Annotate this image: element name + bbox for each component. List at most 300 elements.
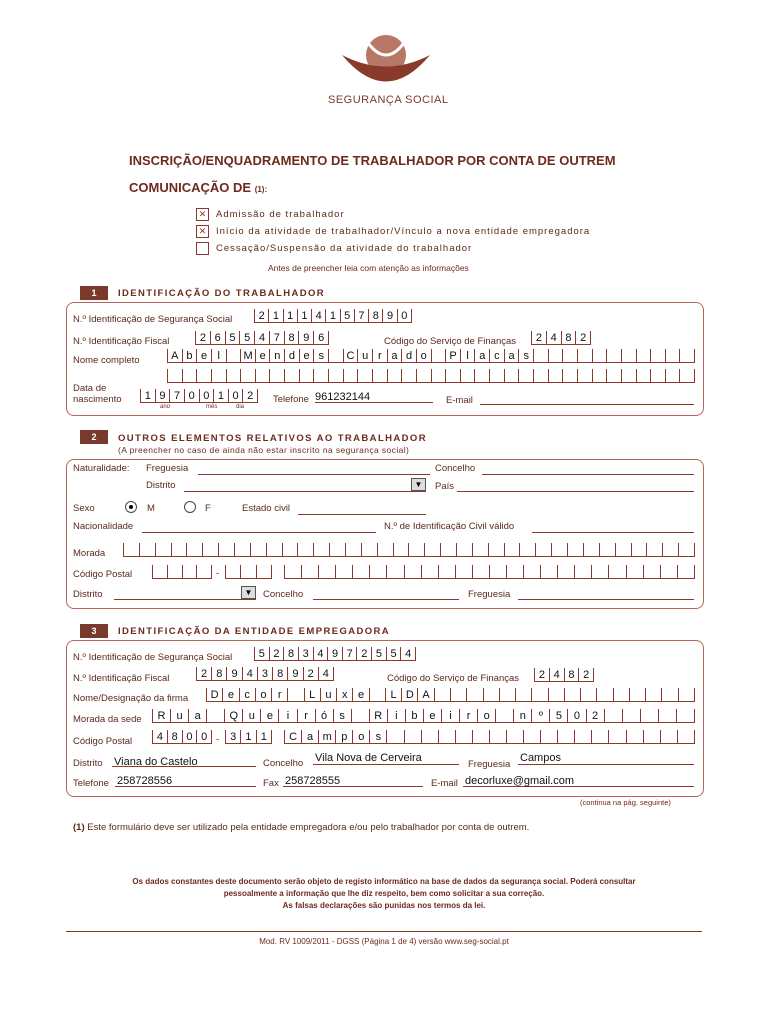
field-cell (557, 565, 574, 578)
field-cell: u (320, 688, 336, 701)
worker-niss-field[interactable] (254, 309, 412, 323)
employer-parish-field[interactable] (518, 752, 694, 765)
field-cell (404, 730, 421, 743)
birth-parish-field[interactable] (198, 462, 430, 475)
privacy-line-2: pessoalmente a informação que lhe diz respeito, bem como solicitar a sua correção. (223, 889, 545, 898)
field-cell: 4 (549, 668, 564, 681)
field-cell: e (299, 349, 314, 362)
field-cell (643, 730, 660, 743)
postal-dash: - (216, 568, 220, 579)
field-cell: r (271, 688, 287, 701)
field-cell: 3 (225, 730, 240, 743)
birth-date-field[interactable] (140, 389, 258, 403)
field-cell (287, 688, 303, 701)
field-cell (445, 369, 460, 382)
field-cell: 9 (287, 667, 302, 680)
field-cell (676, 709, 695, 722)
field-cell: C (343, 349, 358, 362)
employer-municipality-value: Vila Nova de Cerveira (315, 752, 422, 764)
sex-f-radio[interactable] (184, 501, 196, 513)
employer-niss-field[interactable] (254, 647, 416, 661)
field-cell (495, 709, 513, 722)
field-cell: 8 (283, 647, 298, 660)
field-cell: 0 (397, 309, 412, 322)
field-cell (352, 565, 369, 578)
field-cell (533, 349, 548, 362)
field-cell: 5 (254, 647, 269, 660)
field-cell: 8 (211, 667, 226, 680)
employer-postal-field-2[interactable] (225, 730, 272, 744)
field-cell (225, 565, 240, 578)
field-cell (636, 349, 651, 362)
field-cell: a (301, 730, 318, 743)
nationality-label: Nacionalidade (73, 521, 134, 532)
field-cell (583, 543, 599, 556)
field-cell: e (196, 349, 211, 362)
field-cell (574, 565, 591, 578)
birth-country-label: País (435, 481, 455, 492)
section-3-title: IDENTIFICAÇÃO DA ENTIDADE EMPREGADORA (118, 626, 391, 637)
employer-fax-label: Fax (263, 778, 279, 789)
field-cell (139, 543, 155, 556)
field-cell: i (441, 709, 459, 722)
field-cell (596, 688, 612, 701)
field-cell: 4 (242, 667, 257, 680)
field-cell: 1 (256, 730, 272, 743)
employer-parish-value: Campos (520, 752, 561, 764)
postal-locality-field[interactable] (284, 565, 695, 579)
field-cell (650, 349, 665, 362)
field-cell (606, 369, 621, 382)
field-cell (531, 688, 547, 701)
field-cell (599, 543, 615, 556)
field-cell: 5 (386, 647, 401, 660)
field-cell (218, 543, 234, 556)
checkbox-admissao[interactable]: ✕ (196, 208, 209, 221)
field-cell (372, 369, 387, 382)
field-cell (343, 369, 358, 382)
worker-email-field[interactable] (480, 392, 694, 405)
hq-address-label: Morada da sede (73, 714, 142, 725)
field-cell: 1 (297, 309, 311, 322)
field-cell (393, 543, 409, 556)
field-cell: x (336, 688, 352, 701)
field-cell: o (255, 688, 271, 701)
employer-email-label: E-mail (431, 778, 458, 789)
field-cell (592, 349, 607, 362)
field-cell: 4 (311, 309, 325, 322)
field-cell (489, 369, 504, 382)
field-cell (455, 730, 472, 743)
field-cell (377, 543, 393, 556)
employer-municipality-field[interactable] (313, 752, 459, 765)
field-cell: l (460, 349, 475, 362)
field-cell (577, 349, 592, 362)
postal-code-label: Código Postal (73, 569, 133, 580)
field-cell (299, 369, 314, 382)
field-cell (404, 565, 421, 578)
sex-m-radio[interactable] (125, 501, 137, 513)
field-cell (152, 565, 167, 578)
field-cell (386, 730, 403, 743)
field-cell (269, 369, 284, 382)
field-cell (677, 565, 695, 578)
employer-csf-field[interactable] (534, 668, 594, 682)
birth-district-dropdown-icon[interactable]: ▼ (411, 478, 426, 491)
field-cell (636, 369, 651, 382)
field-cell (580, 688, 596, 701)
field-cell: r (372, 349, 387, 362)
field-cell (548, 349, 563, 362)
field-cell: 7 (354, 309, 368, 322)
field-cell (661, 688, 677, 701)
field-cell: 2 (195, 331, 210, 344)
field-cell: 0 (228, 389, 243, 402)
field-cell: R (152, 709, 170, 722)
field-cell (357, 369, 372, 382)
field-cell (548, 688, 564, 701)
worker-phone-value: 961232144 (315, 391, 371, 403)
worker-csf-field[interactable] (531, 331, 591, 345)
pre-note: Antes de preencher leia com atenção as informações (268, 263, 469, 273)
field-cell: 1 (140, 389, 155, 402)
civil-id-field[interactable] (532, 520, 694, 533)
field-cell (489, 730, 506, 743)
employer-phone-value: 258728556 (117, 775, 173, 787)
field-cell (483, 688, 499, 701)
field-cell: A (167, 349, 182, 362)
field-cell: n (269, 349, 284, 362)
employer-phone-label: Telefone (73, 778, 109, 789)
field-cell (182, 369, 197, 382)
field-cell (523, 730, 540, 743)
field-cell (551, 543, 567, 556)
sex-label: Sexo (73, 503, 95, 514)
footnote (73, 822, 529, 833)
field-cell (626, 565, 643, 578)
field-cell (604, 709, 622, 722)
postal-code-field-2[interactable] (225, 565, 272, 579)
field-cell (523, 565, 540, 578)
logo-symbol (336, 30, 436, 90)
field-cell (284, 369, 299, 382)
field-cell: u (357, 349, 372, 362)
field-cell: L (304, 688, 320, 701)
field-cell (255, 369, 270, 382)
field-cell (506, 565, 523, 578)
field-cell (387, 369, 402, 382)
field-cell: M (240, 349, 255, 362)
field-cell (440, 543, 456, 556)
field-cell (284, 565, 301, 578)
field-cell: ó (315, 709, 333, 722)
logo-text: SEGURANÇA SOCIAL (328, 94, 449, 106)
field-cell (591, 565, 608, 578)
footnote-number: (1) (73, 822, 85, 833)
municipality-field[interactable] (313, 587, 459, 600)
birth-municipality-label: Concelho (435, 463, 476, 474)
field-cell: e (260, 709, 278, 722)
field-cell (677, 730, 695, 743)
field-cell (182, 565, 197, 578)
section-2-number: 2 (80, 430, 108, 444)
field-cell (401, 369, 416, 382)
field-cell: d (401, 349, 416, 362)
checkbox-inicio[interactable]: ✕ (196, 225, 209, 238)
field-cell (613, 688, 629, 701)
field-cell (540, 730, 557, 743)
privacy-line-1: Os dados constantes deste documento serão objeto de registo informático na base de dados da segurança social. Poderá consultar (132, 877, 636, 886)
field-cell (489, 565, 506, 578)
field-cell (533, 369, 548, 382)
field-cell: c (239, 688, 255, 701)
field-cell (504, 543, 520, 556)
field-cell: 1 (325, 309, 339, 322)
field-cell: 0 (199, 389, 214, 402)
field-cell: 7 (269, 331, 284, 344)
field-cell: 3 (257, 667, 272, 680)
field-cell (250, 543, 266, 556)
field-cell (202, 543, 218, 556)
field-cell: l (211, 349, 226, 362)
field-cell: 0 (184, 389, 199, 402)
field-cell (631, 543, 647, 556)
section-1-title: IDENTIFICAÇÃO DO TRABALHADOR (118, 288, 326, 299)
field-cell (167, 565, 182, 578)
field-cell: 9 (382, 309, 396, 322)
field-cell: n (513, 709, 531, 722)
field-cell (424, 543, 440, 556)
field-cell: u (170, 709, 188, 722)
field-cell (226, 349, 241, 362)
district-dropdown-icon[interactable]: ▼ (241, 586, 256, 599)
field-cell: 5 (340, 309, 354, 322)
field-cell (369, 688, 385, 701)
birth-day-caption: dia (236, 404, 245, 410)
field-cell (421, 730, 438, 743)
field-cell (361, 543, 377, 556)
worker-email-label: E-mail (446, 395, 473, 406)
sex-m-label: M (147, 503, 155, 514)
field-cell (434, 688, 450, 701)
field-cell (416, 369, 431, 382)
postal-code-field-1[interactable] (152, 565, 212, 579)
district-field[interactable] (114, 587, 256, 600)
field-cell: 2 (242, 389, 258, 402)
field-cell (660, 565, 677, 578)
checkbox-cessacao[interactable] (196, 242, 209, 255)
field-cell (297, 543, 313, 556)
field-cell: 8 (284, 331, 299, 344)
field-cell: d (284, 349, 299, 362)
employer-district-field[interactable] (112, 754, 256, 767)
field-cell (506, 730, 523, 743)
employer-district-value: Viana do Castelo (114, 756, 198, 768)
municipality-label: Concelho (263, 589, 304, 600)
field-cell (240, 565, 255, 578)
field-cell (679, 349, 695, 362)
sex-f-label: F (205, 503, 211, 514)
field-cell (679, 369, 695, 382)
field-cell (438, 730, 455, 743)
option-admissao-label: Admissão de trabalhador (216, 209, 345, 220)
field-cell (626, 730, 643, 743)
field-cell: 9 (226, 667, 241, 680)
field-cell: A (417, 688, 433, 701)
field-cell: 4 (313, 647, 328, 660)
field-cell: s (369, 730, 386, 743)
field-cell: 7 (342, 647, 357, 660)
worker-name-label: Nome completo (73, 355, 140, 366)
employer-parish-label: Freguesia (468, 759, 511, 770)
field-cell: a (188, 709, 206, 722)
footer-divider (66, 931, 702, 932)
privacy-line-3: As falsas declarações são punidas nos termos da lei. (282, 901, 486, 910)
field-cell (369, 565, 386, 578)
field-cell: c (489, 349, 504, 362)
field-cell (456, 543, 472, 556)
field-cell: 9 (327, 647, 342, 660)
employer-postal-label: Código Postal (73, 736, 133, 747)
field-cell (608, 730, 625, 743)
field-cell (123, 543, 139, 556)
worker-name-field-line2[interactable] (167, 369, 695, 383)
field-cell: 3 (298, 647, 313, 660)
field-cell (519, 543, 535, 556)
field-cell (535, 543, 551, 556)
field-cell: 4 (152, 730, 167, 743)
birth-municipality-field[interactable] (482, 462, 694, 475)
field-cell: b (182, 349, 197, 362)
worker-nif-field[interactable] (195, 331, 329, 345)
field-cell (557, 730, 574, 743)
field-cell: s (313, 349, 328, 362)
field-cell (196, 369, 211, 382)
field-cell: o (477, 709, 495, 722)
form-title: INSCRIÇÃO/ENQUADRAMENTO DE TRABALHADOR POR CONTA DE OUTREM (129, 153, 616, 168)
parish-label: Freguesia (468, 589, 511, 600)
worker-niss-label: N.º Identificação de Segurança Social (73, 314, 233, 325)
worker-csf-label: Código do Serviço de Finanças (384, 336, 517, 347)
field-cell (155, 543, 171, 556)
field-cell (640, 709, 658, 722)
birth-district-label: Distrito (146, 480, 176, 491)
section-2-title: OUTROS ELEMENTOS RELATIVOS AO TRABALHADOR (118, 433, 427, 444)
birth-parish-label: Freguesia (146, 463, 189, 474)
employer-nif-field[interactable] (196, 667, 334, 681)
birth-date-label-2: nascimento (73, 394, 122, 405)
field-cell: 2 (534, 668, 549, 681)
hq-address-field[interactable] (152, 709, 695, 723)
parish-field[interactable] (518, 587, 694, 600)
field-cell: r (297, 709, 315, 722)
field-cell: 4 (400, 647, 416, 660)
field-cell: u (242, 709, 260, 722)
field-cell (504, 369, 519, 382)
field-cell (460, 369, 475, 382)
field-cell: e (423, 709, 441, 722)
field-cell (591, 730, 608, 743)
birth-date-label-1: Data de (73, 383, 107, 394)
marital-status-field[interactable] (298, 502, 426, 515)
field-cell (472, 565, 489, 578)
field-cell: 2 (586, 709, 604, 722)
field-cell (386, 565, 403, 578)
field-cell: 1 (268, 309, 282, 322)
field-cell (328, 349, 343, 362)
field-cell: D (206, 688, 222, 701)
field-cell (313, 369, 328, 382)
employer-email-value: decorluxe@gmail.com (465, 775, 574, 787)
field-cell (650, 369, 665, 382)
address-field[interactable] (123, 543, 695, 557)
field-cell: r (459, 709, 477, 722)
field-cell (540, 565, 557, 578)
birth-year-caption: ano (160, 404, 171, 410)
field-cell: 5 (239, 331, 254, 344)
field-cell: 0 (196, 730, 212, 743)
field-cell: 0 (182, 730, 197, 743)
footnote-text: Este formulário deve ser utilizado pela entidade empregadora e/ou pelo trabalhador por conta de outrem. (87, 822, 530, 833)
field-cell (351, 709, 369, 722)
field-cell (592, 369, 607, 382)
footer-text: Mod. RV 1009/2011 - DGSS (Página 1 de 4) versão www.seg-social.pt (259, 937, 509, 946)
company-name-field[interactable] (206, 688, 695, 702)
employer-phone-field[interactable] (115, 774, 256, 787)
field-cell (665, 369, 680, 382)
field-cell: 2 (254, 309, 268, 322)
field-cell (474, 369, 489, 382)
field-cell: a (504, 349, 519, 362)
employer-email-field[interactable] (463, 774, 694, 787)
field-cell (643, 565, 660, 578)
field-cell (240, 369, 255, 382)
field-cell (421, 565, 438, 578)
field-cell: i (387, 709, 405, 722)
field-cell (431, 369, 446, 382)
logo (336, 30, 436, 90)
field-cell (472, 730, 489, 743)
naturalidade-label: Naturalidade: (73, 463, 130, 474)
worker-name-field[interactable] (167, 349, 695, 363)
field-cell (629, 688, 645, 701)
worker-phone-field[interactable] (315, 390, 433, 403)
field-cell (466, 688, 482, 701)
employer-postal-field-1[interactable] (152, 730, 212, 744)
field-cell: 2 (269, 647, 284, 660)
field-cell: 2 (356, 647, 371, 660)
field-cell: 4 (254, 331, 269, 344)
employer-postal-locality-field[interactable] (284, 730, 695, 744)
marital-status-label: Estado civil (242, 503, 291, 514)
nationality-field[interactable] (142, 520, 376, 533)
section-2-subtitle: (A preencher no caso de ainda não estar inscrito na segurança social) (118, 445, 410, 455)
field-cell: 2 (196, 667, 211, 680)
address-label: Morada (73, 548, 106, 559)
field-cell (301, 565, 318, 578)
employer-fax-field[interactable] (283, 774, 423, 787)
employer-postal-dash: - (216, 734, 220, 745)
field-cell (515, 688, 531, 701)
field-cell: 1 (213, 389, 228, 402)
field-cell: C (284, 730, 301, 743)
field-cell: o (416, 349, 431, 362)
field-cell: 9 (298, 331, 313, 344)
communication-label: COMUNICAÇÃO DE (129, 180, 252, 195)
birth-country-field[interactable] (457, 479, 694, 492)
birth-district-field[interactable] (184, 479, 426, 492)
field-cell: 1 (240, 730, 255, 743)
